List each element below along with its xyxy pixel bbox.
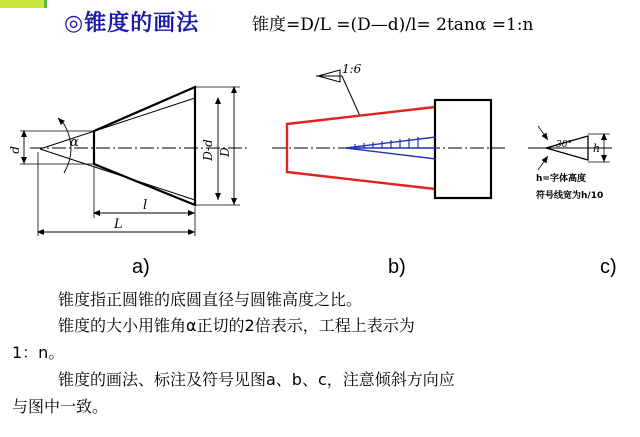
figure-b bbox=[272, 62, 505, 198]
dim-label-h: h bbox=[593, 142, 601, 155]
taper-ratio-label: 1:6 bbox=[342, 62, 362, 76]
cylinder-block bbox=[435, 100, 491, 198]
angle-label-alpha: α bbox=[70, 135, 79, 150]
text-line-3: 1：n。 bbox=[12, 343, 65, 362]
taper-leader bbox=[316, 76, 360, 116]
corner-accent-bar bbox=[0, 0, 44, 8]
page-title: ◎锥度的画法 bbox=[64, 11, 200, 36]
figure-c bbox=[528, 126, 612, 201]
dim-label-l: l bbox=[143, 198, 148, 213]
text-line-2: 锥度的大小用锥角α正切的2倍表示，工程上表示为 bbox=[58, 316, 415, 335]
dim-label-D: D bbox=[218, 147, 232, 157]
taper-figures bbox=[0, 40, 640, 254]
note-font-height: h=字体高度 bbox=[536, 174, 586, 184]
angle-label-30: 30° bbox=[556, 140, 572, 150]
caption-b: b) bbox=[388, 256, 406, 278]
figure-a bbox=[8, 87, 248, 236]
dim-label-D-d: D-d bbox=[201, 139, 215, 161]
dim-label-L: L bbox=[114, 217, 123, 232]
caption-a: a) bbox=[132, 256, 150, 278]
dim-label-d: d bbox=[8, 146, 22, 154]
corner-accent-line bbox=[44, 0, 47, 8]
cone-frustum bbox=[94, 87, 195, 205]
note-line-width: 符号线宽为h/10 bbox=[536, 191, 604, 201]
construction-line-bottom bbox=[346, 148, 436, 159]
text-line-4: 锥度的画法、标注及符号见图a、b、c，注意倾斜方向应 bbox=[58, 370, 455, 389]
text-line-1: 锥度指正圆锥的底圆直径与圆锥高度之比。 bbox=[58, 290, 363, 309]
text-line-5: 与图中一致。 bbox=[12, 397, 109, 416]
taper-formula: 锥度=D/L =(D—d)/l= 2tanα =1:n bbox=[252, 15, 534, 35]
cone-generatrix-bottom bbox=[40, 149, 195, 200]
caption-c: c) bbox=[600, 256, 617, 278]
